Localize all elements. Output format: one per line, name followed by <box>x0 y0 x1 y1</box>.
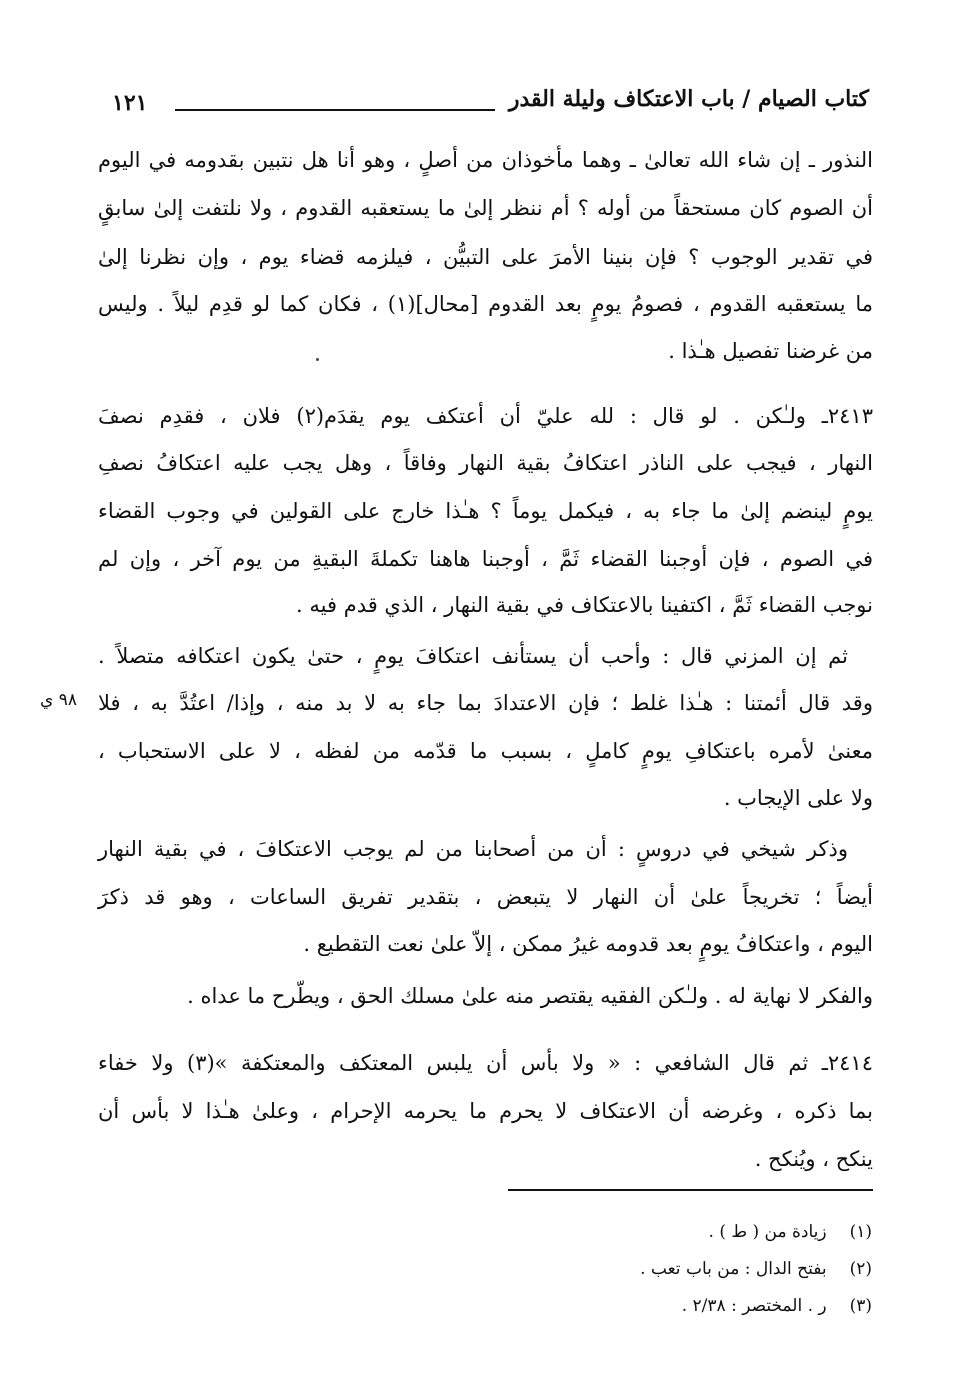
header-rule <box>175 109 495 111</box>
text-line: وذكر شيخي في دروسٍ : أن من أصحابنا من لم يوجب الاعتكافَ ، في بقية النهار <box>98 837 848 861</box>
text-line: اليوم ، واعتكافُ يومٍ بعد قدومه غيرُ ممكن ، إلاّ علىٰ نعت التقطيع . <box>303 932 873 956</box>
text-line: نوجب القضاء ثَمَّ ، اكتفينا بالاعتكاف في بقية النهار ، الذي قدم فيه . <box>296 593 873 617</box>
text-line: ينكح ، ويُنكح . <box>754 1147 873 1171</box>
text-line: أيضاً ؛ تخريجاً علىٰ أن النهار لا يتبعض ، بتقدير تفريق الساعات ، وهو قد ذكرَ <box>98 885 873 909</box>
running-header-title: كتاب الصيام / باب الاعتكاف وليلة القدر <box>508 86 869 112</box>
text-line: في تقدير الوجوب ؟ فإن بنينا الأمرَ على التبيُّن ، فيلزمه قضاء يوم ، وإن نظرنا إلىٰ <box>98 245 873 269</box>
text-line: بما ذكره ، وغرضه أن الاعتكاف لا يحرم ما يحرمه الإحرام ، وعلىٰ هـٰذا لا بأس أن <box>98 1099 873 1123</box>
page-number: ١٢١ <box>112 90 148 116</box>
text-line: وقد قال أئمتنا : هـٰذا غلط ؛ فإن الاعتدادَ بما جاء به لا بد منه ، وإذا/ اعتُدَّ به ، فلا <box>98 691 873 715</box>
text-line: ثم إن المزني قال : وأحب أن يستأنف اعتكافَ يومٍ ، حتىٰ يكون اعتكافه متصلاً . <box>98 644 848 668</box>
margin-folio-note: ٩٨ ي <box>40 690 77 710</box>
footnote-rule <box>508 1189 873 1191</box>
footnote-number: (١) <box>849 1222 872 1242</box>
text-line: ٢٤١٣ـ ولـٰكن . لو قال : لله عليّ أن أعتكف يوم يقدَم(٢) فلان ، فقدِم نصفَ <box>98 404 873 428</box>
text-line: معنىٰ لأمره باعتكافِ يومٍ كاملٍ ، بسبب ما قدّمه من لفظه ، لا على الاستحباب ، <box>98 739 873 763</box>
footnote-text: زيادة من ( ط ) . <box>708 1222 827 1242</box>
footnote-number: (٣) <box>849 1296 872 1316</box>
text-line: يومٍ لينضم إلىٰ ما جاء به ، فيكمل يوماً ؟ هـٰذا خارج على القولين في وجوب القضاء <box>98 499 873 523</box>
footnote-text: بفتح الدال : من باب تعب . <box>640 1259 827 1279</box>
text-line: والفكر لا نهاية له . ولـٰكن الفقيه يقتصر منه علىٰ مسلك الحق ، ويطّرح ما عداه . <box>187 984 873 1008</box>
footnote <box>172 1294 872 1318</box>
text-line: النذور ـ إن شاء الله تعالىٰ ـ وهما مأخوذان من أصلٍ ، وهو أنا هل نتبين بقدومه في اليوم <box>98 148 873 172</box>
text-line: ما يستعقبه القدوم ، فصومُ يومٍ بعد القدوم [محال](١) ، فكان كما لو قدِم ليلاً . وليس <box>98 292 873 316</box>
text-line: ولا على الإيجاب . <box>723 786 873 810</box>
text-line: من غرضنا تفصيل هـٰذا . <box>668 339 873 363</box>
footnote-text: ر . المختصر : ٢/٣٨ . <box>681 1296 827 1316</box>
text-line: أن الصوم كان مستحقاً من أوله ؟ أم ننظر إلىٰ ما يستعقبه القدوم ، ولا نلتفت إلىٰ سابقٍ <box>98 196 873 220</box>
text-line: ٢٤١٤ـ ثم قال الشافعي : « ولا بأس أن يلبس المعتكف والمعتكفة »(٣) ولا خفاء <box>98 1051 873 1075</box>
footnote-number: (٢) <box>849 1259 872 1279</box>
footnote <box>172 1257 872 1281</box>
text-line: في الصوم ، فإن أوجبنا القضاء ثَمَّ ، أوجبنا هاهنا تكملةَ البقيةِ من يوم آخر ، وإن لم <box>98 547 873 571</box>
text-line: النهار ، فيجب على الناذر اعتكافُ بقية النهار وفاقاً ، وهل يجب عليه اعتكافُ نصفِ <box>98 451 873 475</box>
section-dot <box>316 358 319 361</box>
footnote <box>172 1220 872 1244</box>
